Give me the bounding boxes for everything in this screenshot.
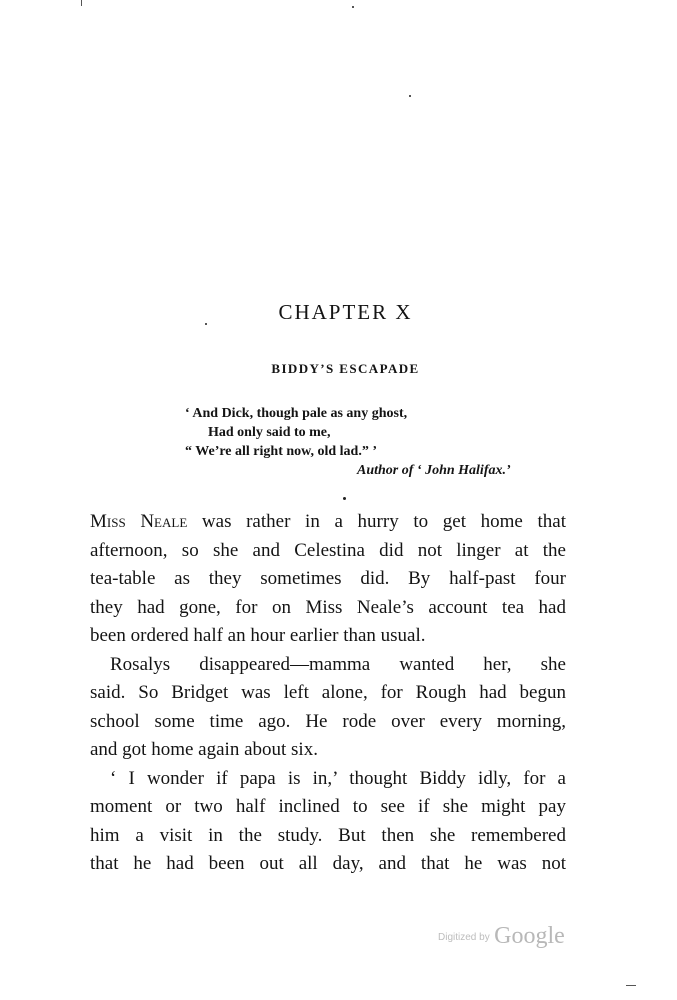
epigraph — [185, 404, 565, 480]
text-line — [90, 508, 566, 537]
ornament-dot — [343, 497, 346, 500]
text-line: that he had been out all day, and that he was not — [90, 853, 566, 874]
google-watermark — [438, 923, 565, 950]
small-caps-opening: Miss Neale — [90, 511, 188, 532]
text-line: afternoon, so she and Celestina did not linger at the — [90, 539, 566, 561]
print-speck — [409, 95, 411, 97]
print-speck — [352, 6, 354, 8]
text-line-content: was rather in a hurry to get home that — [187, 511, 566, 532]
text-line: been ordered half an hour earlier than usual. — [90, 625, 426, 646]
text-line: school some time ago. He rode over every morning, — [90, 710, 566, 732]
epigraph-line: Had only said to me, — [208, 425, 331, 440]
text-line: Rosalys disappeared—mamma wanted her, she — [110, 653, 566, 675]
epigraph-line: “ We’re all right now, old lad.” ’ — [185, 444, 377, 459]
text-line: ‘ I wonder if papa is in,’ thought Biddy idly, for a — [110, 767, 566, 789]
epigraph-attribution: Author of ‘ John Halifax.’ — [357, 463, 511, 478]
text-line: and got home again about six. — [90, 739, 318, 760]
watermark-brand: Google — [494, 923, 565, 949]
body-text — [90, 508, 566, 879]
chapter-title: CHAPTER X — [278, 300, 413, 324]
text-line: they had gone, for on Miss Neale’s account tea had — [90, 596, 566, 618]
chapter-subtitle: BIDDY’S ESCAPADE — [271, 361, 420, 376]
print-speck — [81, 0, 82, 6]
epigraph-line: ‘ And Dick, though pale as any ghost, — [185, 406, 408, 421]
text-line: moment or two half inclined to see if she might pay — [90, 796, 566, 817]
print-speck — [626, 985, 636, 986]
watermark-prefix: Digitized by — [438, 932, 490, 943]
text-line: said. So Bridget was left alone, for Rough had begun — [90, 682, 566, 703]
text-line: tea-table as they sometimes did. By half-past four — [90, 568, 566, 589]
text-line: him a visit in the study. But then she remembered — [90, 824, 566, 846]
